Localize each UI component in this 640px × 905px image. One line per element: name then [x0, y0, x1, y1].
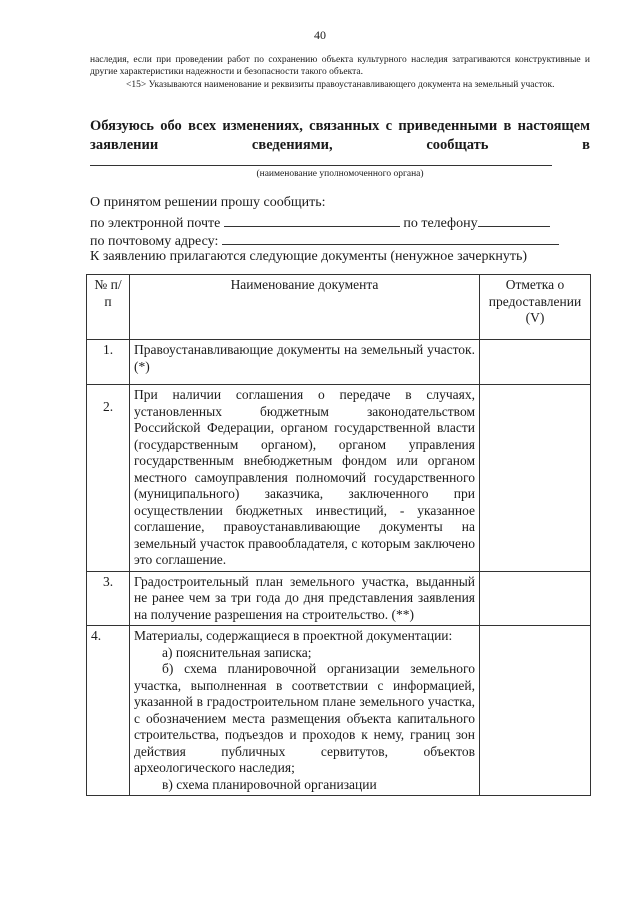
mark-cell[interactable]: [480, 626, 591, 796]
heading-word: заявлении: [90, 137, 159, 153]
obligation-heading-line2: [90, 136, 590, 155]
document-name: Градостроительный план земельного участка, выданный не ранее чем за три года до дня представления заявления на получение разрешения на строительство. (**): [130, 571, 480, 626]
mark-cell[interactable]: [480, 571, 591, 626]
organ-name-caption: (наименование уполномоченного органа): [256, 169, 424, 179]
row-number: 3.: [87, 571, 130, 626]
postal-label: по почтовому адресу:: [90, 234, 219, 249]
document-name: [130, 626, 480, 796]
document-name: Правоустанавливающие документы на земельный участок. (*): [130, 340, 480, 385]
col-header-mark: Отметка о предоставлении (V): [480, 275, 591, 340]
obligation-heading-line1: Обязуюсь обо всех изменениях, связанных с приведенными в настоящем: [90, 118, 590, 134]
attachments-note: К заявлению прилагаются следующие документы (ненужное зачеркнуть): [90, 249, 528, 264]
email-field[interactable]: [224, 212, 400, 227]
obligation-heading: [90, 117, 590, 155]
document-subitem: в) схема планировочной организации: [162, 776, 377, 792]
heading-word: сведениями,: [251, 137, 333, 153]
table-row: [87, 385, 591, 572]
table-row: [87, 571, 591, 626]
footnote-continuation: наследия, если при проведении работ по сохранению объекта культурного наследия затрагиваются конструктивные и другие характеристики надежности и безопасности такого объекта.: [90, 55, 590, 77]
table-row: [87, 626, 591, 796]
postal-address-field[interactable]: [222, 230, 559, 245]
organ-name-line[interactable]: [90, 165, 552, 166]
mark-cell[interactable]: [480, 385, 591, 572]
mark-cell[interactable]: [480, 340, 591, 385]
document-name-lead: Материалы, содержащиеся в проектной документации:: [134, 628, 453, 643]
document-subitem: а) пояснительная записка;: [162, 644, 312, 660]
request-intro: О принятом решении прошу сообщить:: [90, 195, 326, 210]
row-number: 1.: [87, 340, 130, 385]
col-header-number: № п/п: [87, 275, 130, 340]
phone-label: по телефону: [403, 216, 478, 231]
documents-table: [86, 274, 591, 796]
page-number: 40: [314, 28, 326, 42]
document-name: При наличии соглашения о передаче в случаях, установленных бюджетным законодательством Российской Федерации, органом государственной власти (государственным органом), органом управления государственным внебюджетным фондом или органом местного самоуправления полномочий государственного (муниципального) заказчика, заключенного при осуществлении бюджетных инвестиций, - указанное соглашение, правоустанавливающие документы на земельный участок правообладателя, с которым заключено это соглашение.: [130, 385, 480, 572]
col-header-document: Наименование документа: [130, 275, 480, 340]
row-number: 2.: [87, 385, 130, 572]
table-row: [87, 340, 591, 385]
row-number: 4.: [87, 626, 130, 796]
footnote-15: <15> Указываются наименование и реквизиты правоустанавливающего документа на земельный участок.: [126, 80, 555, 90]
heading-word: в: [582, 137, 590, 153]
document-subitem: б) схема планировочной организации земельного участка, выполненная в соответствии с информацией, указанной в градостроительном плане земельного участка, с обозначением места размещения объекта капитального строительства, подъездов и проходов к нему, границ зон действия публичных сервитутов, объектов археологического наследия;: [134, 661, 475, 775]
email-label: по электронной почте: [90, 216, 221, 231]
table-header-row: [87, 275, 591, 340]
phone-field[interactable]: [478, 212, 550, 227]
heading-word: сообщать: [426, 137, 489, 153]
